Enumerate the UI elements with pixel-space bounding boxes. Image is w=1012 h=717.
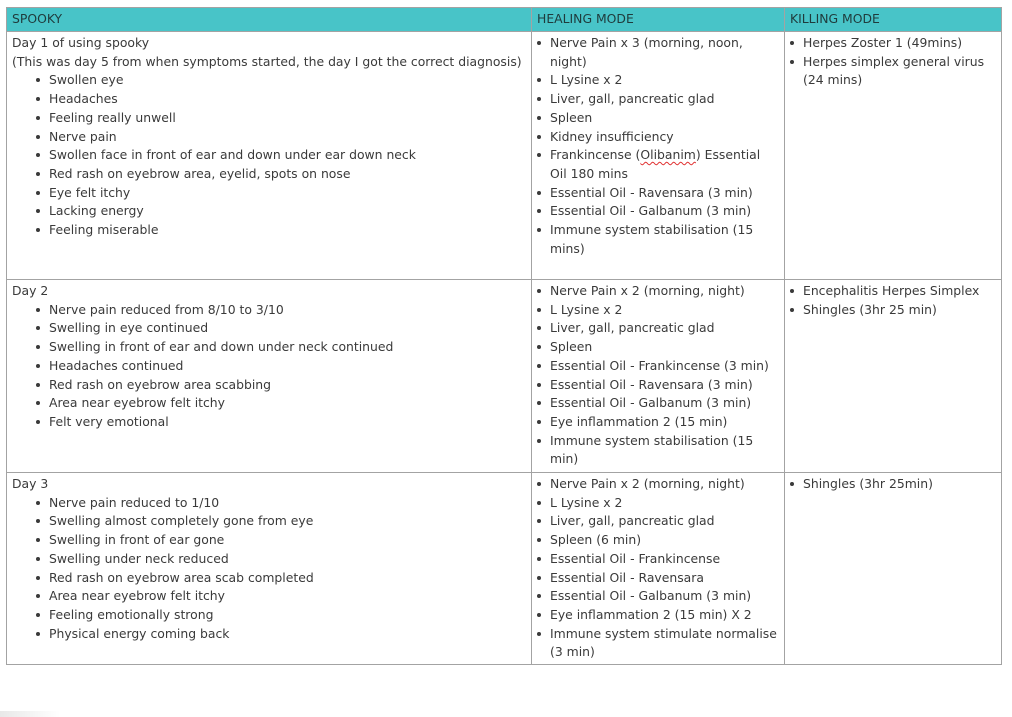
list-item: Red rash on eyebrow area, eyelid, spots on nose [36, 165, 527, 184]
healing-cell [532, 32, 785, 280]
symptom-list [12, 71, 527, 239]
list-item: Essential Oil - Ravensara (3 min) [537, 376, 780, 395]
header-row [7, 8, 1002, 32]
list-item: Swollen face in front of ear and down under ear down neck [36, 146, 527, 165]
killing-list [790, 34, 997, 90]
list-item: Nerve Pain x 2 (morning, night) [537, 282, 780, 301]
list-item: Swelling in front of ear and down under neck continued [36, 338, 527, 357]
table-row-day-2 [7, 280, 1002, 473]
list-item: Area near eyebrow felt itchy [36, 394, 527, 413]
bottom-edge-shadow [0, 711, 60, 717]
list-item: Swelling in eye continued [36, 319, 527, 338]
list-item: Immune system stabilisation (15 min) [537, 432, 780, 469]
list-item: Essential Oil - Galbanum (3 min) [537, 587, 780, 606]
list-item: Felt very emotional [36, 413, 527, 432]
list-item: Essential Oil - Galbanum (3 min) [537, 394, 780, 413]
list-item: Spleen [537, 109, 780, 128]
spellcheck-word: Olibanim [640, 147, 696, 163]
list-item: Essential Oil - Ravensara [537, 569, 780, 588]
list-item: Headaches [36, 90, 527, 109]
list-item: Essential Oil - Galbanum (3 min) [537, 202, 780, 221]
list-item: Swelling under neck reduced [36, 550, 527, 569]
list-item: Physical energy coming back [36, 625, 527, 644]
day-note: (This was day 5 from when symptoms started, the day I got the correct diagnosis) [12, 53, 522, 69]
list-item: Feeling miserable [36, 221, 527, 240]
day-title: Day 1 of using spooky [12, 35, 150, 50]
list-item: Shingles (3hr 25min) [790, 475, 997, 494]
list-item: L Lysine x 2 [537, 301, 780, 320]
frankincense-text: Frankincense (Olibanim) Essential Oil 180 mins [550, 147, 761, 181]
header-healing-mode: HEALING MODE [532, 8, 785, 32]
list-item: Red rash on eyebrow area scab completed [36, 569, 527, 588]
killing-cell [785, 280, 1002, 473]
healing-list [537, 475, 780, 662]
list-item: L Lysine x 2 [537, 494, 780, 513]
list-item: Liver, gall, pancreatic glad [537, 90, 780, 109]
list-item: Immune system stimulate normalise (3 min) [537, 625, 780, 662]
killing-list [790, 282, 997, 319]
list-item: Lacking energy [36, 202, 527, 221]
list-item: Eye inflammation 2 (15 min) [537, 413, 780, 432]
list-item: Eye felt itchy [36, 184, 527, 203]
list-item: Essential Oil - Frankincense (3 min) [537, 357, 780, 376]
day-title: Day 2 [12, 283, 49, 298]
list-item: Spleen (6 min) [537, 531, 780, 550]
list-item: Herpes Zoster 1 (49mins) [790, 34, 997, 53]
list-item: Swollen eye [36, 71, 527, 90]
healing-list [537, 34, 780, 258]
list-item: Spleen [537, 338, 780, 357]
list-item: Liver, gall, pancreatic glad [537, 319, 780, 338]
list-item: Essential Oil - Frankincense [537, 550, 780, 569]
list-item: Essential Oil - Ravensara (3 min) [537, 184, 780, 203]
list-item: Nerve Pain x 3 (morning, noon, night) [537, 34, 780, 71]
list-item: Feeling really unwell [36, 109, 527, 128]
killing-cell [785, 32, 1002, 280]
list-item: Liver, gall, pancreatic glad [537, 512, 780, 531]
list-item: Nerve Pain x 2 (morning, night) [537, 475, 780, 494]
spooky-cell [7, 280, 532, 473]
list-item: Swelling in front of ear gone [36, 531, 527, 550]
list-item: Headaches continued [36, 357, 527, 376]
list-item-frankincense [537, 146, 780, 183]
list-item: Red rash on eyebrow area scabbing [36, 376, 527, 395]
list-item: Swelling almost completely gone from eye [36, 512, 527, 531]
header-spooky: SPOOKY [7, 8, 532, 32]
list-item: Nerve pain [36, 128, 527, 147]
list-item: Encephalitis Herpes Simplex [790, 282, 997, 301]
killing-list [790, 475, 997, 494]
list-item: L Lysine x 2 [537, 71, 780, 90]
list-item: Shingles (3hr 25 min) [790, 301, 997, 320]
treatment-log-table [6, 7, 1002, 665]
table-row-day-1 [7, 32, 1002, 280]
symptom-list [12, 301, 527, 432]
list-item: Eye inflammation 2 (15 min) X 2 [537, 606, 780, 625]
list-item: Kidney insufficiency [537, 128, 780, 147]
list-item: Nerve pain reduced from 8/10 to 3/10 [36, 301, 527, 320]
killing-cell [785, 473, 1002, 665]
spooky-cell [7, 473, 532, 665]
list-item: Feeling emotionally strong [36, 606, 527, 625]
list-item: Area near eyebrow felt itchy [36, 587, 527, 606]
symptom-list [12, 494, 527, 644]
spooky-cell [7, 32, 532, 280]
list-item: Nerve pain reduced to 1/10 [36, 494, 527, 513]
list-item: Herpes simplex general virus (24 mins) [790, 53, 997, 90]
list-item: Immune system stabilisation (15 mins) [537, 221, 780, 258]
day-title: Day 3 [12, 476, 49, 491]
header-killing-mode: KILLING MODE [785, 8, 1002, 32]
healing-cell [532, 280, 785, 473]
healing-cell [532, 473, 785, 665]
healing-list [537, 282, 780, 469]
table-row-day-3 [7, 473, 1002, 665]
